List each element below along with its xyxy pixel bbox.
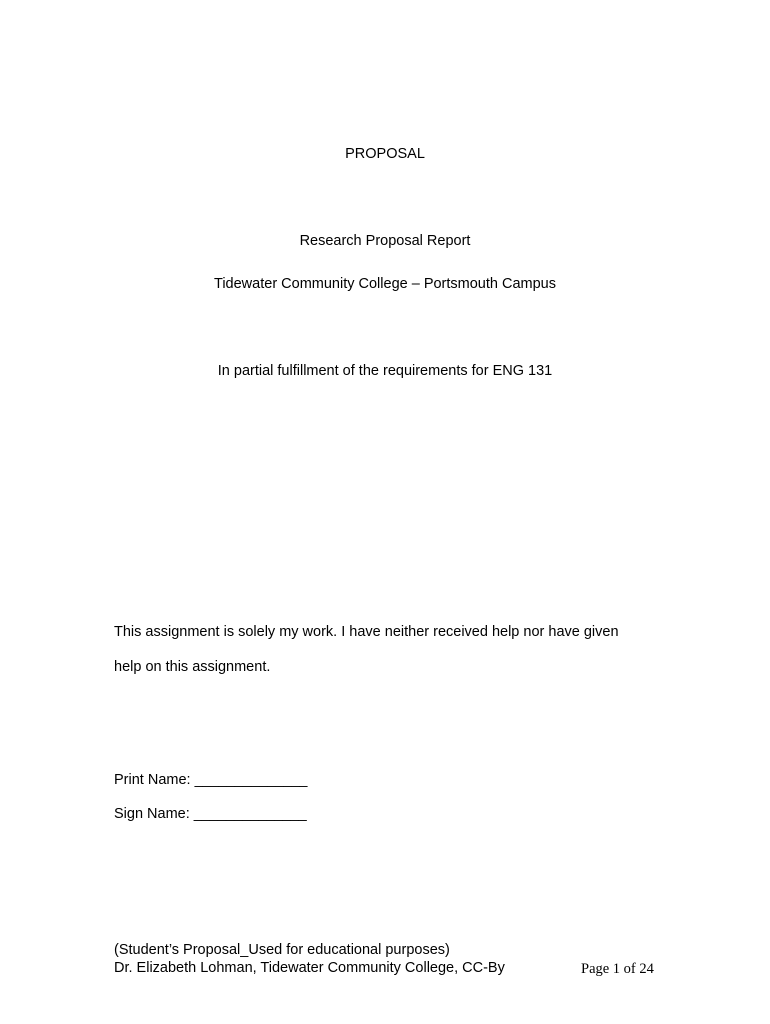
- report-subtitle: Research Proposal Report: [299, 233, 471, 249]
- sign-name-blank: ______________: [193, 806, 307, 822]
- document-title: PROPOSAL: [345, 146, 425, 162]
- fulfillment-line: In partial fulfillment of the requirements for ENG 131: [217, 363, 553, 379]
- statement-line-2: help on this assignment.: [114, 659, 271, 675]
- footer-credit: Dr. Elizabeth Lohman, Tidewater Community College, CC-By: [114, 960, 505, 976]
- statement-line-1: This assignment is solely my work. I have neither received help nor have given: [114, 624, 619, 640]
- print-name-label: Print Name:: [114, 772, 191, 788]
- footer-note: (Student’s Proposal_Used for educational purposes): [114, 942, 450, 958]
- page-number: Page 1 of 24: [581, 961, 654, 977]
- sign-name-row: [114, 805, 307, 823]
- print-name-row: [114, 771, 308, 789]
- sign-name-label: Sign Name:: [114, 806, 190, 822]
- print-name-blank: ______________: [194, 772, 308, 788]
- institution-line: Tidewater Community College – Portsmouth Campus: [214, 276, 556, 292]
